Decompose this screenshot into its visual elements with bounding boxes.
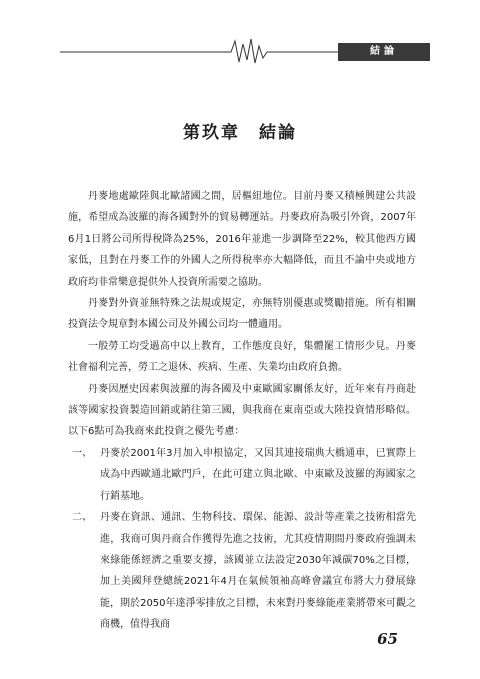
heartbeat-line-decoration xyxy=(60,36,338,66)
list-text: 丹麥於2001年3月加入申根協定，又因其連接瑞典大橋通車，已實際上成為中西歐通北歐門戶，在此可建立與北歐、中東歐及波羅的海國家之行銷基地。 xyxy=(100,447,416,502)
body-text xyxy=(68,186,416,636)
list-item xyxy=(68,443,416,507)
list-text: 丹麥在資訊、通訊、生物科技、環保、能源、設計等產業之技術相當先進，我商可與丹商合作獲得先進之技術，尤其疫情期間丹麥政府強調未來綠能係經濟之重要支撐，該國並立法設定2030年減碳70%之目標，加上美國拜登總統2021年4月在氣候領袖高峰會議宣布將大力發展綠能，期於2050年達淨零排放之目標，未來對丹麥綠能產業將帶來可觀之商機，值得我商 xyxy=(100,512,416,631)
paragraph: 丹麥地處歐陸與北歐諸國之間，居樞紐地位。目前丹麥又積極興建公共設施，希望成為波羅的海各國對外的貿易轉運站。丹麥政府為吸引外資，2007年6月1日將公司所得稅降為25%，2016年並進一步調降至22%，較其他西方國家低，且對在丹麥工作的外國人之所得稅率亦大幅降低，而且不論中央或地方政府均非常樂意提供外人投資所需要之協助。 xyxy=(68,191,416,288)
chapter-title: 第玖章 結論 xyxy=(183,123,297,143)
list-item xyxy=(68,507,416,635)
page-number: 65 xyxy=(377,630,398,648)
section-label-tab: 結論 xyxy=(338,43,430,61)
list-number: 一、 xyxy=(72,447,92,459)
paragraph: 丹麥因歷史因素與波羅的海各國及中東歐國家關係友好，近年來有丹商赴該等國家投資製造回銷或銷往第三國，與我商在東南亞或大陸投資情形略似。以下6點可為我商來此投資之優先考慮： xyxy=(68,383,416,438)
list-number: 二、 xyxy=(72,512,92,524)
running-header xyxy=(60,36,430,66)
paragraph: 丹麥對外資並無特殊之法規或規定，亦無特別優惠或獎勵措施。所有相關投資法令規章對本國公司及外國公司均一體適用。 xyxy=(68,298,416,331)
paragraph: 一般勞工均受過高中以上教育，工作態度良好，集體罷工情形少見。丹麥社會福利完善，勞工之退休、疾病、生產、失業均由政府負擔。 xyxy=(68,340,416,374)
